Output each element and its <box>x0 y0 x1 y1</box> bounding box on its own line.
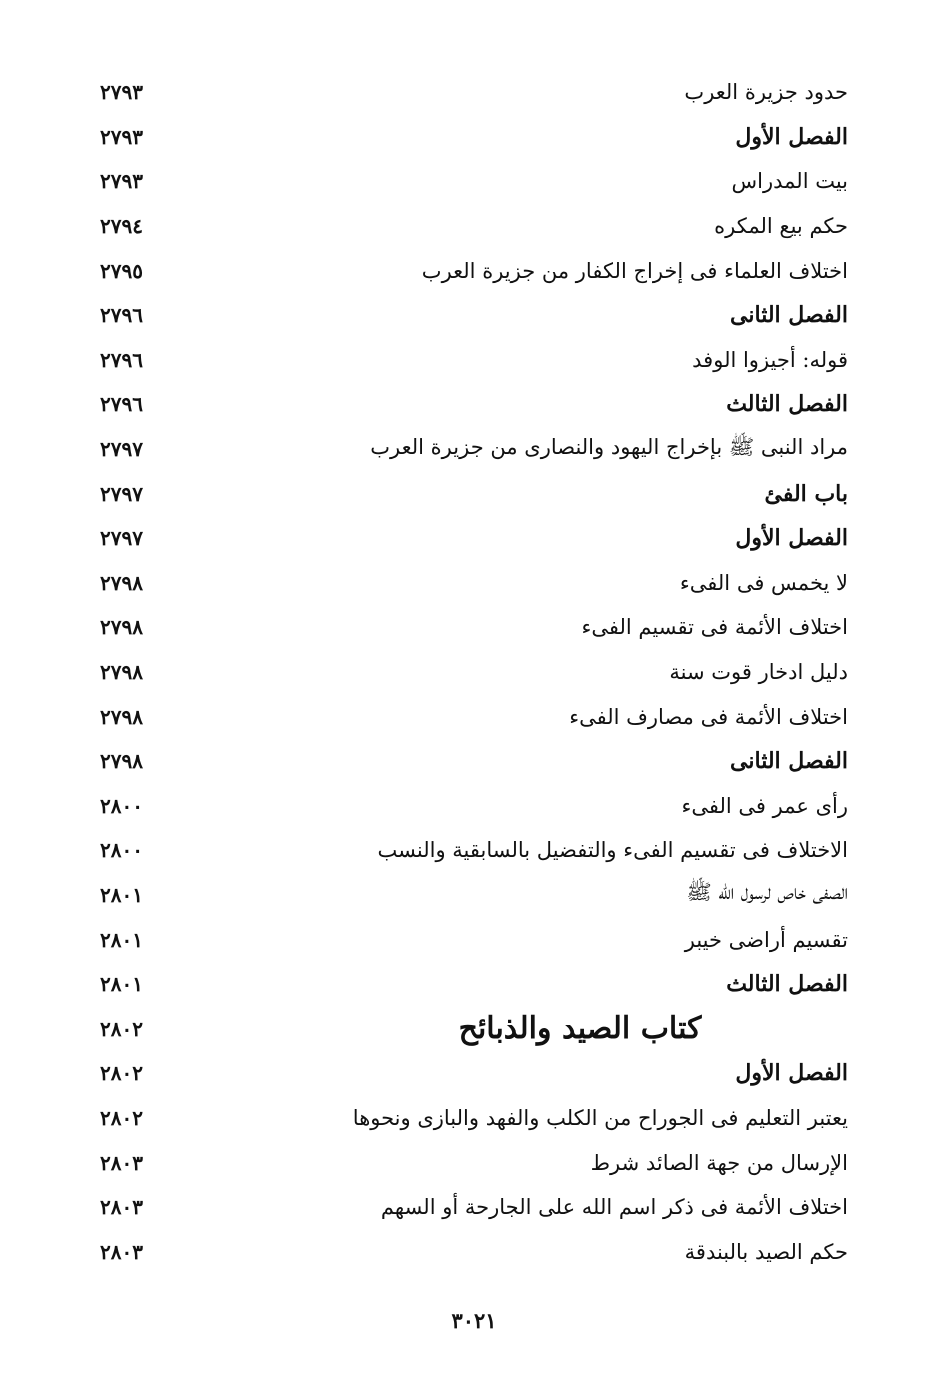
entry-page-number: ٢٨٠٠ <box>100 793 143 818</box>
toc-entry <box>100 248 850 293</box>
entry-page-number: ٢٧٩٦ <box>100 392 143 417</box>
toc-entry <box>100 70 850 115</box>
entry-title: الصفى خاص لرسول الله ﷺ <box>686 880 848 905</box>
toc-entry <box>100 605 850 650</box>
entry-title: حكم الصيد بالبندقة <box>684 1239 848 1264</box>
toc-entry <box>100 784 850 829</box>
entry-page-number: ٢٧٩٣ <box>100 124 143 149</box>
entry-page-number: ٢٧٩٧ <box>100 526 143 551</box>
toc-entry <box>100 1185 850 1230</box>
toc-entry <box>100 694 850 739</box>
section-heading: باب الفئ <box>764 480 848 507</box>
toc-entry <box>100 828 850 873</box>
entry-page-number: ٢٨٠٣ <box>100 1150 143 1175</box>
entry-page-number: ٢٨٠٣ <box>100 1239 143 1264</box>
toc-entry <box>100 115 850 160</box>
entry-page-number: ٢٧٩٨ <box>100 570 143 595</box>
toc-entry <box>100 293 850 338</box>
section-heading: الفصل الثانى <box>730 302 848 329</box>
entry-title: اختلاف الأئمة فى مصارف الفىء <box>569 704 848 729</box>
entry-page-number: ٢٨٠٣ <box>100 1195 143 1220</box>
toc-entry <box>100 1006 850 1051</box>
entry-title: الإرسال من جهة الصائد شرط <box>590 1150 848 1175</box>
entry-page-number: ٢٧٩٧ <box>100 481 143 506</box>
entry-title: يعتبر التعليم فى الجوراح من الكلب والفهد والبازى ونحوها <box>352 1105 848 1130</box>
entry-title: مراد النبى ﷺ بإخراج اليهود والنصارى من جزيرة العرب <box>370 434 848 459</box>
entry-page-number: ٢٨٠٢ <box>100 1016 143 1041</box>
toc-entry <box>100 917 850 962</box>
section-heading: الفصل الثالث <box>726 391 848 418</box>
entry-title: دليل ادخار قوت سنة <box>669 660 848 685</box>
entry-title: لا يخمس فى الفىء <box>679 570 848 595</box>
entry-title: قوله: أجيزوا الوفد <box>692 347 848 372</box>
entry-page-number: ٢٧٩٨ <box>100 660 143 685</box>
entry-page-number: ٢٨٠١ <box>100 972 143 997</box>
entry-page-number: ٢٧٩٦ <box>100 347 143 372</box>
toc-entry <box>100 427 850 472</box>
toc-entry <box>100 1140 850 1185</box>
entry-page-number: ٢٧٩٧ <box>100 437 143 462</box>
entry-title: اختلاف العلماء فى إخراج الكفار من جزيرة العرب <box>421 258 848 283</box>
book-title: كتاب الصيد والذبائح <box>458 1011 702 1047</box>
section-heading: الفصل الأول <box>735 1060 848 1087</box>
toc-entry <box>100 739 850 784</box>
entry-title: بيت المدراس <box>731 169 848 194</box>
entry-title: اختلاف الأئمة فى ذكر اسم الله على الجارحة أو السهم <box>380 1195 848 1220</box>
toc-entry <box>100 873 850 918</box>
section-heading: الفصل الثالث <box>726 971 848 998</box>
entry-page-number: ٢٧٩٤ <box>100 214 143 239</box>
toc-entry <box>100 382 850 427</box>
entry-page-number: ٢٧٩٥ <box>100 258 143 283</box>
toc-entry <box>100 338 850 383</box>
section-heading: الفصل الأول <box>735 525 848 552</box>
entry-title: حدود جزيرة العرب <box>684 80 848 105</box>
toc-entry <box>100 561 850 606</box>
toc-entry <box>100 1229 850 1274</box>
entry-page-number: ٢٧٩٨ <box>100 704 143 729</box>
entry-page-number: ٢٨٠٢ <box>100 1061 143 1086</box>
table-of-contents <box>100 70 850 1274</box>
entry-page-number: ٢٧٩٣ <box>100 80 143 105</box>
toc-entry <box>100 962 850 1007</box>
toc-entry <box>100 1096 850 1141</box>
entry-title: حكم بيع المكره <box>714 214 848 239</box>
toc-entry <box>100 516 850 561</box>
toc-entry <box>100 159 850 204</box>
entry-page-number: ٢٧٩٦ <box>100 303 143 328</box>
entry-page-number: ٢٨٠١ <box>100 882 143 907</box>
toc-entry <box>100 471 850 516</box>
toc-entry <box>100 1051 850 1096</box>
section-heading: الفصل الثانى <box>730 748 848 775</box>
entry-title: تقسيم أراضى خيبر <box>684 927 848 952</box>
entry-page-number: ٢٨٠٢ <box>100 1105 143 1130</box>
entry-page-number: ٢٧٩٨ <box>100 615 143 640</box>
section-heading: الفصل الأول <box>735 123 848 150</box>
entry-page-number: ٢٧٩٣ <box>100 169 143 194</box>
entry-title: رأى عمر فى الفىء <box>681 793 848 818</box>
entry-page-number: ٢٨٠٠ <box>100 838 143 863</box>
page-number: ٣٠٢١ <box>451 1308 497 1333</box>
toc-entry <box>100 204 850 249</box>
entry-title: الاختلاف فى تقسيم الفىء والتفضيل بالسابقية والنسب <box>377 838 848 863</box>
entry-title: اختلاف الأئمة فى تقسيم الفىء <box>581 615 848 640</box>
entry-page-number: ٢٨٠١ <box>100 927 143 952</box>
toc-entry <box>100 650 850 695</box>
entry-page-number: ٢٧٩٨ <box>100 749 143 774</box>
